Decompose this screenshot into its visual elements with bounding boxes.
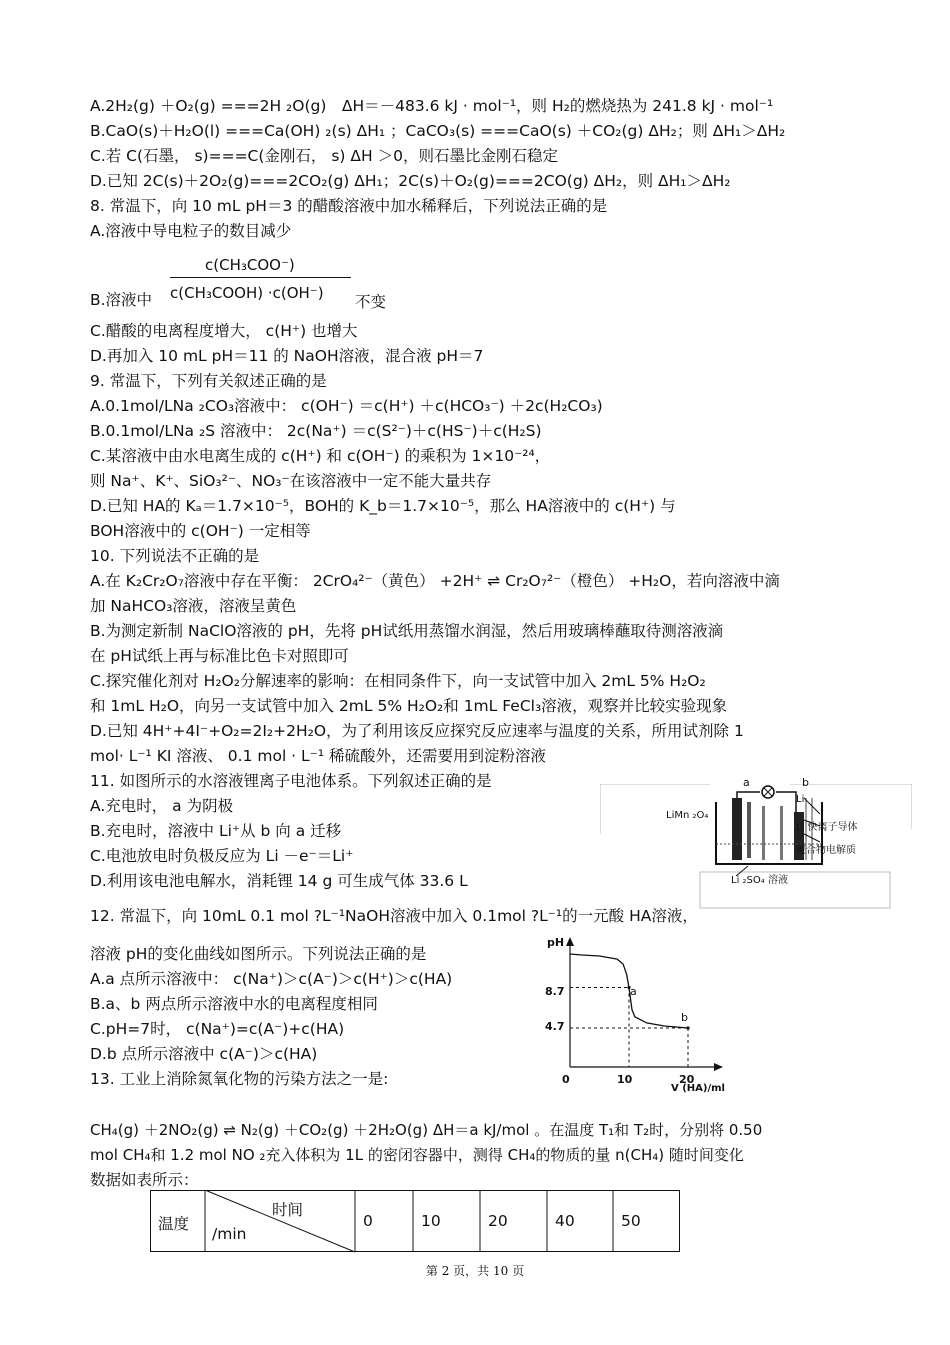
q7-option-b: B.CaO(s)＋H₂O(l) ===Ca(OH) ₂(s) ΔH₁ ；CaCO₃(s) ===CaO(s) ＋CO₂(g) ΔH₂；则 ΔH₁＞ΔH₂ [90, 122, 786, 140]
q10-option-b: B.为测定新制 NaClO溶液的 pH，先将 pH试纸用蒸馏水润湿，然后用玻璃棒蘸取待测溶液滴 [90, 622, 724, 640]
table-diag-bottom: /min [212, 1225, 247, 1243]
q10-stem: 10. 下列说法不正确的是 [90, 547, 260, 565]
q10-option-a-cont: 加 NaHCO₃溶液，溶液呈黄色 [90, 597, 297, 615]
chart-xtick-10: 10 [617, 1073, 633, 1086]
ph-chart [540, 932, 770, 1092]
fraction-bar [170, 277, 351, 278]
q7-option-c: C.若 C(石墨， s)===C(金刚石， s) ΔH ＞0，则石墨比金刚石稳定 [90, 147, 558, 165]
q9-option-c: C.某溶液中由水电离生成的 c(H⁺) 和 c(OH⁻) 的乘积为 1×10⁻²⁴， [90, 447, 551, 465]
q12-option-a: A.a 点所示溶液中： c(Na⁺)＞c(A⁻)＞c(H⁺)＞c(HA) [90, 970, 453, 988]
page-footer: 第 2 页，共 10 页 [425, 1264, 525, 1278]
q9-option-d: D.已知 HA的 Kₐ＝1.7×10⁻⁵，BOH的 K_b＝1.7×10⁻⁵，那么 HA溶液中的 c(H⁺) 与 [90, 497, 676, 515]
q9-option-d-cont: BOH溶液中的 c(OH⁻) 一定相等 [90, 522, 311, 540]
q10-option-c-cont: 和 1mL H₂O，向另一支试管中加入 2mL 5% H₂O₂和 1mL FeCl₃溶液，观察并比较实验现象 [90, 697, 728, 715]
battery-right-low: 聚合物电解质 [796, 845, 856, 856]
point-b [686, 1026, 689, 1029]
y-axis-arrow [566, 937, 574, 946]
ph-curve [570, 954, 688, 1028]
table-col-10: 10 [421, 1212, 441, 1230]
q8-stem: 8. 常温下，向 10 mL pH＝3 的醋酸溶液中加水稀释后，下列说法正确的是 [90, 197, 608, 215]
table-row-header: 温度 [158, 1215, 190, 1233]
q11-stem: 11. 如图所示的水溶液锂离子电池体系。下列叙述正确的是 [90, 772, 492, 790]
battery-figure [600, 776, 912, 912]
q13-stem: 13. 工业上消除氮氧化物的污染方法之一是: [90, 1070, 389, 1088]
x-axis-arrow [714, 1063, 723, 1071]
chart-xtick-0: 0 [562, 1073, 570, 1086]
q8-option-d: D.再加入 10 mL pH＝11 的 NaOH溶液，混合液 pH＝7 [90, 347, 484, 365]
q13-text-cont: 数据如表所示： [90, 1171, 199, 1189]
chart-ylabel: pH [547, 936, 565, 949]
q9-stem: 9. 常温下，下列有关叙述正确的是 [90, 372, 327, 390]
q8-option-b-label: B.溶液中 [90, 291, 153, 309]
q8-option-c: C.醋酸的电离程度增大， c(H⁺) 也增大 [90, 322, 358, 340]
battery-right-mid: Li 快离子导体 [796, 822, 858, 833]
q12-option-c: C.pH=7时， c(Na⁺)=c(A⁻)+c(HA) [90, 1020, 345, 1038]
chart-xlabel: V (HA)/ml [671, 1083, 725, 1094]
q12-option-d: D.b 点所示溶液中 c(A⁻)＞c(HA) [90, 1045, 318, 1063]
q10-option-d: D.已知 4H⁺+4I⁻+O₂=2I₂+2H₂O，为了利用该反应探究反应速率与温度的关系，所用试剂除 1 [90, 722, 744, 740]
q10-option-a: A.在 K₂Cr₂O₇溶液中存在平衡： 2CrO₄²⁻（黄色） +2H⁺ ⇌ Cr₂O₇²⁻（橙色） +H₂O，若向溶液中滴 [90, 572, 780, 590]
q12-stem: 12. 常温下，向 10mL 0.1 mol ?L⁻¹NaOH溶液中加入 0.1mol ?L⁻¹的一元酸 HA溶液， [90, 907, 698, 925]
battery-right-top: Li [796, 794, 805, 805]
chart-ytick-8-7: 8.7 [545, 985, 565, 998]
chart-point-b-label: b [681, 1011, 688, 1024]
q13-text: mol CH₄和 1.2 mol NO ₂充入体积为 1L 的密闭容器中，测得 CH₄的物质的量 n(CH₄) 随时间变化 [90, 1146, 744, 1164]
q9-option-c-cont: 则 Na⁺、K⁺、SiO₃²⁻、NO₃⁻在该溶液中一定不能大量共存 [90, 472, 492, 490]
battery-solution: Li ₂SO₄ 溶液 [731, 875, 788, 886]
fraction-numerator: c(CH₃COO⁻) [205, 256, 295, 274]
q10-option-d-cont: mol· L⁻¹ KI 溶液、 0.1 mol · L⁻¹ 稀硫酸外，还需要用到淀粉溶液 [90, 747, 546, 765]
q10-option-b-cont: 在 pH试纸上再与标准比色卡对照即可 [90, 647, 349, 665]
q13-equation: CH₄(g) ＋2NO₂(g) ⇌ N₂(g) ＋CO₂(g) ＋2H₂O(g) ΔH＝a kJ/mol 。在温度 T₁和 T₂时，分别将 0.50 [90, 1121, 763, 1139]
table-col-20: 20 [488, 1212, 508, 1230]
fraction-suffix: 不变 [355, 293, 387, 311]
q12-stem-cont: 溶液 pH的变化曲线如图所示。下列说法正确的是 [90, 945, 427, 963]
q11-option-b: B.充电时，溶液中 Li⁺从 b 向 a 迁移 [90, 822, 342, 840]
table-col-0: 0 [363, 1212, 373, 1230]
q7-option-d: D.已知 2C(s)＋2O₂(g)===2CO₂(g) ΔH₁；2C(s)＋O₂(g)===2CO(g) ΔH₂，则 ΔH₁＞ΔH₂ [90, 172, 731, 190]
q11-option-d: D.利用该电池电解水，消耗锂 14 g 可生成气体 33.6 L [90, 872, 468, 890]
chart-point-a-label: a [630, 985, 637, 998]
table-col-50: 50 [621, 1212, 641, 1230]
battery-left-electrode: LiMn ₂O₄ [666, 810, 709, 821]
battery-label-a: a [743, 776, 750, 789]
q9-option-a: A.0.1mol/LNa ₂CO₃溶液中： c(OH⁻) ＝c(H⁺) ＋c(HCO₃⁻) ＋2c(H₂CO₃) [90, 397, 603, 415]
q10-option-c: C.探究催化剂对 H₂O₂分解速率的影响：在相同条件下，向一支试管中加入 2mL 5% H₂O₂ [90, 672, 706, 690]
table-diag-top: 时间 [272, 1201, 304, 1219]
chart-xtick-20: 20 [679, 1073, 695, 1086]
chart-ytick-4-7: 4.7 [545, 1020, 565, 1033]
table-col-40: 40 [555, 1212, 575, 1230]
q9-option-b: B.0.1mol/LNa ₂S 溶液中： 2c(Na⁺) ＝c(S²⁻)＋c(HS⁻)＋c(H₂S) [90, 422, 542, 440]
q12-option-b: B.a、b 两点所示溶液中水的电离程度相同 [90, 995, 378, 1013]
q8-option-a: A.溶液中导电粒子的数目减少 [90, 222, 292, 240]
fraction-denominator: c(CH₃COOH) ·c(OH⁻) [170, 284, 324, 302]
q7-option-a: A.2H₂(g) ＋O₂(g) ===2H ₂O(g) ΔH＝－483.6 kJ · mol⁻¹，则 H₂的燃烧热为 241.8 kJ · mol⁻¹ [90, 97, 774, 115]
battery-label-b: b [802, 776, 809, 789]
q11-option-c: C.电池放电时负极反应为 Li －e⁻＝Li⁺ [90, 847, 354, 865]
q11-option-a: A.充电时， a 为阴极 [90, 797, 234, 815]
data-table [150, 1190, 680, 1252]
ph-chart-svg [540, 932, 770, 1092]
